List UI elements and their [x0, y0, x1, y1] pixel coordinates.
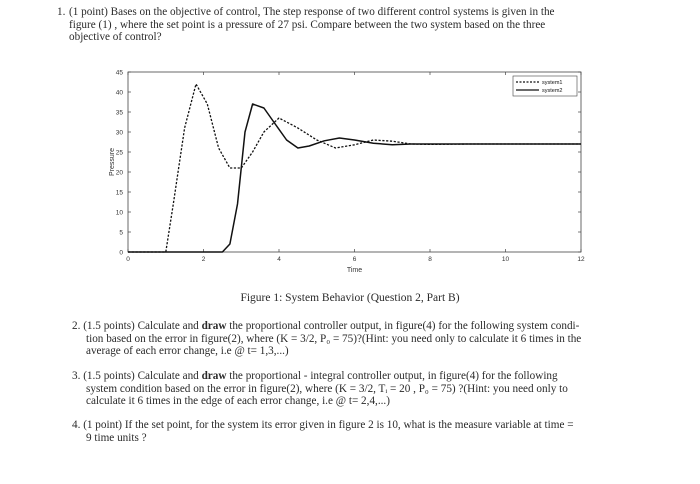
y-axis-label: Pressure: [109, 147, 116, 177]
question-2-post: the proportional controller output, in figure(4) for the following system condi-: [229, 320, 580, 332]
legend-label-system1: system1: [542, 80, 563, 86]
question-2-pre: (1.5 points) Calculate and: [83, 320, 199, 332]
question-2-bold: draw: [201, 320, 227, 332]
y-tick-label: 0: [119, 249, 123, 257]
plot-frame: [128, 72, 581, 252]
question-4: [72, 419, 650, 444]
question-3: [72, 370, 650, 408]
question-4-line-1: (1 point) If the set point, for the system its error given in figure 2 is 10, what is the measure variable at time =: [83, 419, 574, 431]
x-tick-label: 8: [428, 256, 432, 263]
y-tick-label: 25: [115, 149, 123, 157]
x-tick-label: 6: [352, 256, 357, 263]
y-tick-label: 40: [115, 89, 123, 97]
x-tick-label: 0: [126, 256, 130, 263]
question-3-post: the proportional - integral controller output, in figure(4) for the following: [229, 370, 558, 382]
y-tick-label: 30: [115, 129, 123, 137]
x-tick-label: 2: [201, 256, 206, 263]
question-1-line-3: objective of control?: [69, 31, 162, 44]
y-tick-label: 15: [115, 189, 123, 197]
question-4-line-2: 9 time units ?: [86, 431, 147, 444]
x-tick-label: 12: [577, 256, 585, 263]
question-1: [57, 6, 657, 44]
question-2: [72, 320, 650, 358]
y-tick-label: 10: [115, 209, 123, 217]
x-axis-label: Time: [346, 267, 363, 274]
y-tick-label: 35: [115, 109, 123, 117]
question-1-line-1: (1 point) Bases on the objective of control, The step response of two different control systems is given in the: [69, 6, 555, 18]
question-2-line-2: tion based on the error in figure(2), where (K = 3/2, P₀ = 75)?(Hint: you need only to calculate it 6 times in the: [86, 332, 582, 345]
question-3-line-2: system condition based on the error in figure(2), where (K = 3/2, Tᵢ = 20 , P₀ = 75) ?(Hint: you need only to: [86, 382, 568, 395]
x-tick-label: 10: [501, 256, 510, 263]
question-1-line-2: figure (1) , where the set point is a pressure of 27 psi. Compare between the two system based on the three: [69, 18, 546, 31]
question-4-number: 4.: [72, 419, 81, 431]
y-tick-label: 20: [115, 169, 123, 177]
figure-caption: Figure 1: System Behavior (Question 2, Part B): [240, 292, 460, 304]
question-3-pre: (1.5 points) Calculate and: [83, 370, 199, 382]
step-response-chart: [106, 62, 596, 284]
question-1-number: 1.: [57, 6, 66, 18]
question-3-line-3: calculate it 6 times in the edge of each error change, i.e @ t= 2,4,...): [86, 395, 390, 408]
x-tick-label: 4: [277, 256, 281, 263]
question-2-line-3: average of each error change, i.e @ t= 1,3,...): [86, 345, 289, 358]
legend-label-system2: system2: [542, 88, 563, 94]
question-3-bold: draw: [201, 370, 227, 382]
question-3-number: 3.: [72, 370, 81, 382]
question-2-number: 2.: [72, 320, 81, 332]
y-tick-label: 5: [119, 229, 123, 237]
y-tick-label: 45: [115, 69, 123, 77]
